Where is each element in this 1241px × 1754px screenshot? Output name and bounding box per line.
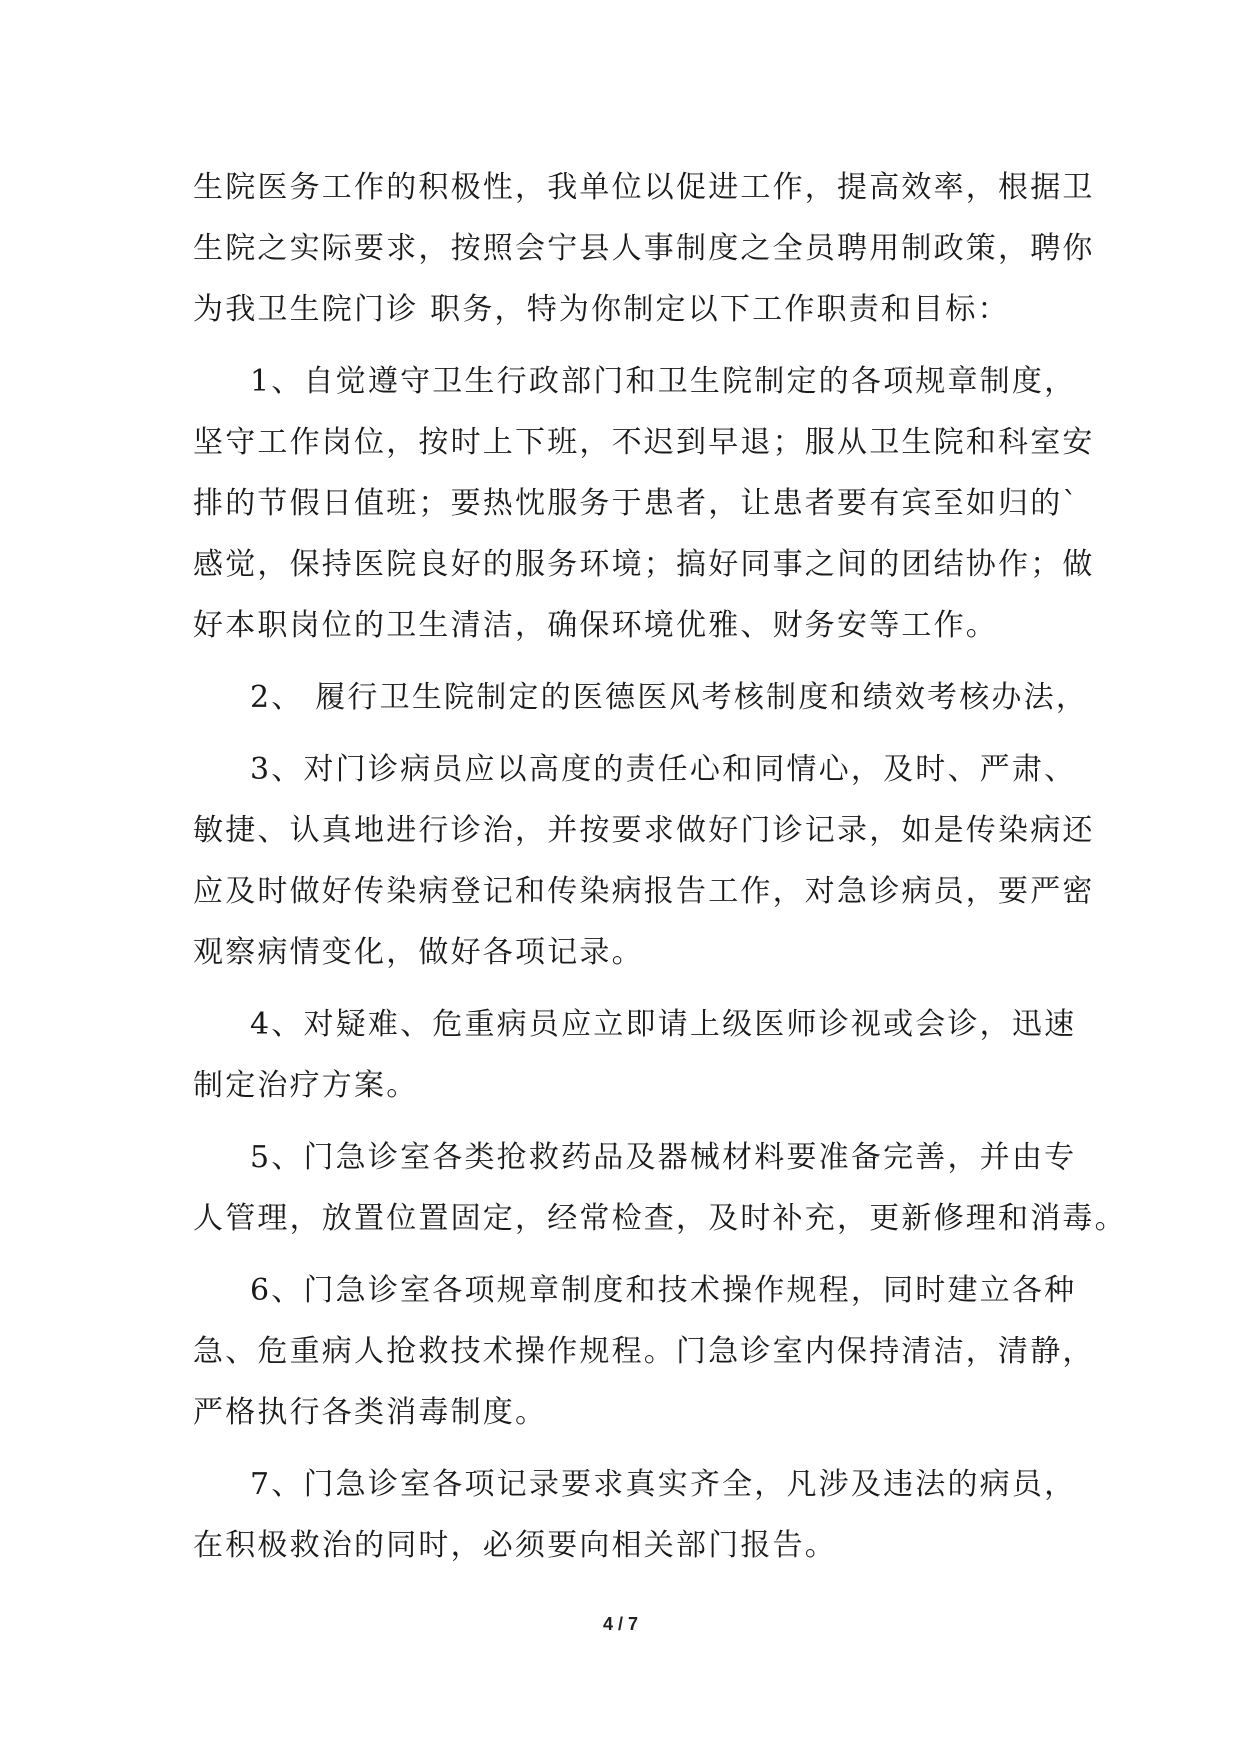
text-line: 生院医务工作的积极性，我单位以促进工作，提高效率，根据卫 (193, 170, 1095, 205)
text-line: 好本职岗位的卫生清洁，确保环境优雅、财务安等工作。 (193, 608, 998, 643)
page-number: 4 / 7 (602, 1614, 639, 1634)
text-line: 急、危重病人抢救技术操作规程。门急诊室内保持清洁，清静， (193, 1334, 1095, 1369)
text-line: 6、门急诊室各项规章制度和技术操作规程，同时建立各种 (250, 1273, 1077, 1308)
text-line: 生院之实际要求，按照会宁县人事制度之全员聘用制政策，聘你 (193, 231, 1095, 266)
text-line: 观察病情变化，做好各项记录。 (193, 935, 644, 970)
text-line: 2、 履行卫生院制定的医德医风考核制度和绩效考核办法， (250, 680, 1089, 715)
text-line: 1、自觉遵守卫生行政部门和卫生院制定的各项规章制度， (250, 364, 1077, 399)
text-line: 人管理，放置位置固定，经常检查，及时补充，更新修理和消毒。 (193, 1201, 1127, 1236)
text-line: 3、对门诊病员应以高度的责任心和同情心，及时、严肃、 (250, 752, 1077, 787)
text-line: 排的节假日值班；要热忱服务于患者，让患者要有宾至如归的` (193, 486, 1080, 521)
text-line: 7、门急诊室各项记录要求真实齐全，凡涉及违法的病员， (250, 1467, 1077, 1502)
text-line: 严格执行各类消毒制度。 (193, 1395, 548, 1430)
text-line: 坚守工作岗位，按时上下班，不迟到早退；服从卫生院和科室安 (193, 425, 1095, 460)
text-line: 制定治疗方案。 (193, 1068, 419, 1103)
text-line: 感觉，保持医院良好的服务环境；搞好同事之间的团结协作；做 (193, 547, 1095, 582)
text-line: 敏捷、认真地进行诊治，并按要求做好门诊记录，如是传染病还 (193, 813, 1095, 848)
text-line: 5、门急诊室各类抢救药品及器械材料要准备完善，并由专 (250, 1140, 1077, 1175)
text-line: 在积极救治的同时，必须要向相关部门报告。 (193, 1528, 837, 1563)
text-line: 应及时做好传染病登记和传染病报告工作，对急诊病员，要严密 (193, 874, 1095, 909)
text-line: 4、对疑难、危重病员应立即请上级医师诊视或会诊，迅速 (250, 1007, 1077, 1042)
text-line: 为我卫生院门诊 职务，特为你制定以下工作职责和目标： (193, 292, 1010, 327)
